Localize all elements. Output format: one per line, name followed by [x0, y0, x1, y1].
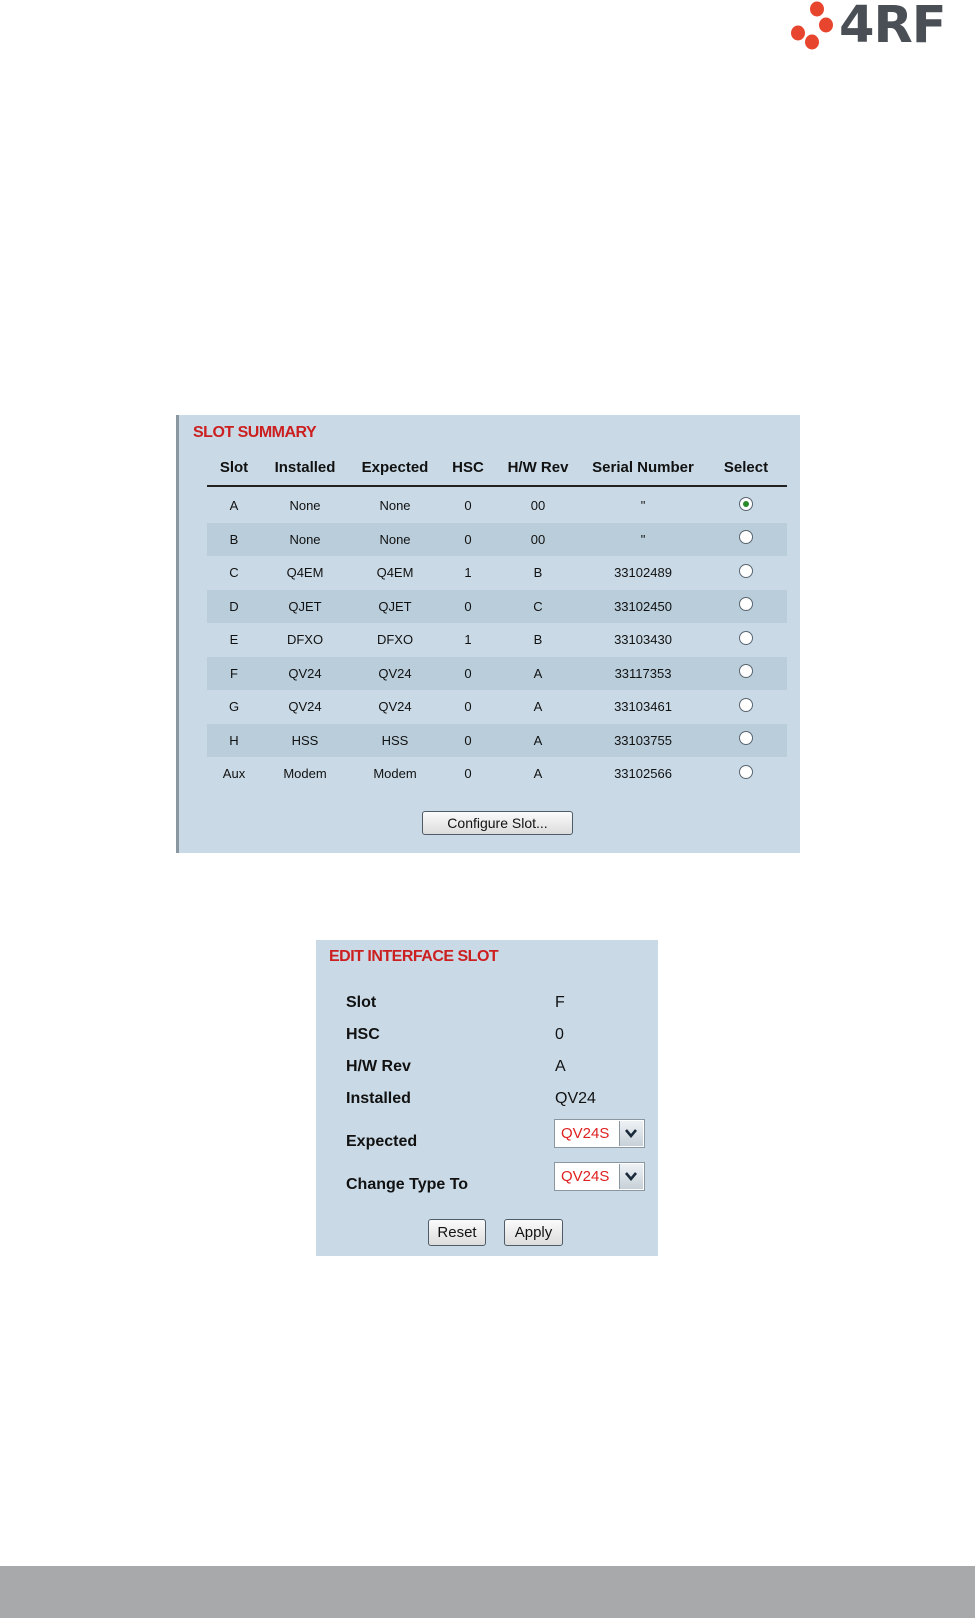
hw-rev-label: H/W Rev: [346, 1058, 411, 1075]
cell-hsc: 0: [441, 724, 495, 758]
cell-slot: C: [229, 565, 239, 581]
cell-slot: A: [229, 498, 239, 514]
cell-expected: None: [349, 523, 441, 557]
column-header: Select: [705, 450, 787, 486]
cell-slot: D: [207, 590, 261, 624]
slot-label: Slot: [346, 994, 377, 1011]
table-row: [207, 690, 787, 724]
cell-serial: 33103461: [614, 699, 672, 715]
cell-installed: Modem: [283, 766, 327, 782]
cell-hw-rev: B: [533, 632, 543, 648]
hsc-label: HSC: [346, 1026, 380, 1043]
cell-installed: QV24: [261, 657, 349, 691]
cell-expected: QJET: [349, 590, 441, 624]
cell-expected: DFXO: [376, 632, 414, 648]
cell-installed: DFXO: [286, 632, 324, 648]
cell-select: [705, 623, 787, 657]
cell-select: [705, 523, 787, 557]
select-radio-a[interactable]: [739, 497, 753, 511]
cell-installed: None: [289, 498, 321, 514]
cell-hw-rev: A: [495, 724, 581, 758]
table-row: [207, 757, 787, 791]
cell-select: [705, 657, 787, 691]
expected-select-value: QV24S: [561, 1125, 610, 1142]
change-type-select[interactable]: [554, 1162, 645, 1191]
slot-summary-title: SLOT SUMMARY: [193, 424, 317, 441]
slot-value: F: [555, 994, 565, 1011]
cell-hsc: 0: [464, 498, 472, 514]
chevron-down-icon[interactable]: [619, 1164, 643, 1189]
cell-hw-rev: A: [533, 699, 543, 715]
cell-installed: None: [261, 523, 349, 557]
table-row: [207, 590, 787, 624]
select-radio-g[interactable]: [739, 698, 753, 712]
column-header: Installed: [261, 450, 349, 486]
table-row: [207, 724, 787, 758]
cell-hw-rev: 00: [495, 523, 581, 557]
cell-select: [705, 757, 787, 791]
cell-hsc: 0: [441, 590, 495, 624]
configure-slot-button[interactable]: Configure Slot...: [422, 811, 573, 835]
reset-button[interactable]: Reset: [428, 1219, 486, 1246]
cell-hw-rev: C: [495, 590, 581, 624]
column-header: H/W Rev: [495, 450, 581, 486]
logo-dots-icon: [787, 0, 839, 50]
cell-serial: ": [640, 498, 646, 514]
cell-hsc: 0: [464, 699, 472, 715]
change-type-select-value: QV24S: [561, 1168, 610, 1185]
select-radio-f[interactable]: [739, 664, 753, 678]
cell-installed: QJET: [261, 590, 349, 624]
edit-interface-slot-panel: [316, 940, 658, 1256]
select-radio-e[interactable]: [739, 631, 753, 645]
cell-hw-rev: 00: [530, 498, 546, 514]
column-header: Slot: [207, 450, 261, 486]
cell-select: [705, 724, 787, 758]
column-header: Serial Number: [581, 450, 705, 486]
select-radio-d[interactable]: [739, 597, 753, 611]
cell-installed: QV24: [288, 699, 322, 715]
installed-value: QV24: [555, 1090, 596, 1107]
select-radio-b[interactable]: [739, 530, 753, 544]
cell-select: [705, 486, 787, 523]
cell-expected: HSS: [349, 724, 441, 758]
edit-slot-title: EDIT INTERFACE SLOT: [329, 948, 499, 965]
column-header: Expected: [349, 450, 441, 486]
cell-hsc: 1: [464, 632, 472, 648]
cell-serial: 33103755: [581, 724, 705, 758]
cell-hsc: 1: [464, 565, 472, 581]
select-radio-h[interactable]: [739, 731, 753, 745]
cell-installed: Q4EM: [286, 565, 324, 581]
cell-expected: Q4EM: [376, 565, 414, 581]
cell-select: [705, 556, 787, 590]
cell-slot: Aux: [222, 766, 246, 782]
cell-installed: HSS: [261, 724, 349, 758]
cell-slot: H: [207, 724, 261, 758]
column-header: HSC: [441, 450, 495, 486]
cell-expected: QV24: [378, 699, 412, 715]
cell-select: [705, 590, 787, 624]
table-row: [207, 556, 787, 590]
cell-hw-rev: A: [533, 766, 543, 782]
installed-label: Installed: [346, 1090, 411, 1107]
footer-bar: [0, 1566, 975, 1618]
logo-text: 4RF: [839, 0, 946, 55]
cell-hw-rev: B: [533, 565, 543, 581]
cell-hsc: 0: [464, 766, 472, 782]
cell-serial: 33103430: [614, 632, 672, 648]
cell-slot: F: [207, 657, 261, 691]
cell-hsc: 0: [441, 523, 495, 557]
hw-rev-value: A: [555, 1058, 566, 1075]
cell-serial: ": [581, 523, 705, 557]
chevron-down-icon[interactable]: [619, 1121, 643, 1146]
slot-summary-table: [207, 450, 787, 791]
expected-select[interactable]: [554, 1119, 645, 1148]
cell-expected: Modem: [373, 766, 417, 782]
cell-slot: B: [207, 523, 261, 557]
cell-serial: 33102489: [614, 565, 672, 581]
cell-expected: QV24: [349, 657, 441, 691]
change-type-label: Change Type To: [346, 1176, 469, 1193]
select-radio-c[interactable]: [739, 564, 753, 578]
cell-select: [705, 690, 787, 724]
hsc-value: 0: [555, 1026, 564, 1043]
cell-serial: 33117353: [581, 657, 705, 691]
cell-hsc: 0: [441, 657, 495, 691]
cell-serial: 33102566: [614, 766, 672, 782]
cell-slot: G: [228, 699, 240, 715]
cell-serial: 33102450: [581, 590, 705, 624]
table-row: [207, 486, 787, 523]
table-row: [207, 623, 787, 657]
cell-slot: E: [229, 632, 239, 648]
cell-expected: None: [379, 498, 411, 514]
table-row: [207, 523, 787, 557]
select-radio-aux[interactable]: [739, 765, 753, 779]
cell-hw-rev: A: [495, 657, 581, 691]
expected-label: Expected: [346, 1133, 418, 1150]
brand-logo: [787, 0, 963, 55]
table-row: [207, 657, 787, 691]
apply-button[interactable]: Apply: [504, 1219, 563, 1246]
slot-summary-panel: [176, 415, 800, 853]
